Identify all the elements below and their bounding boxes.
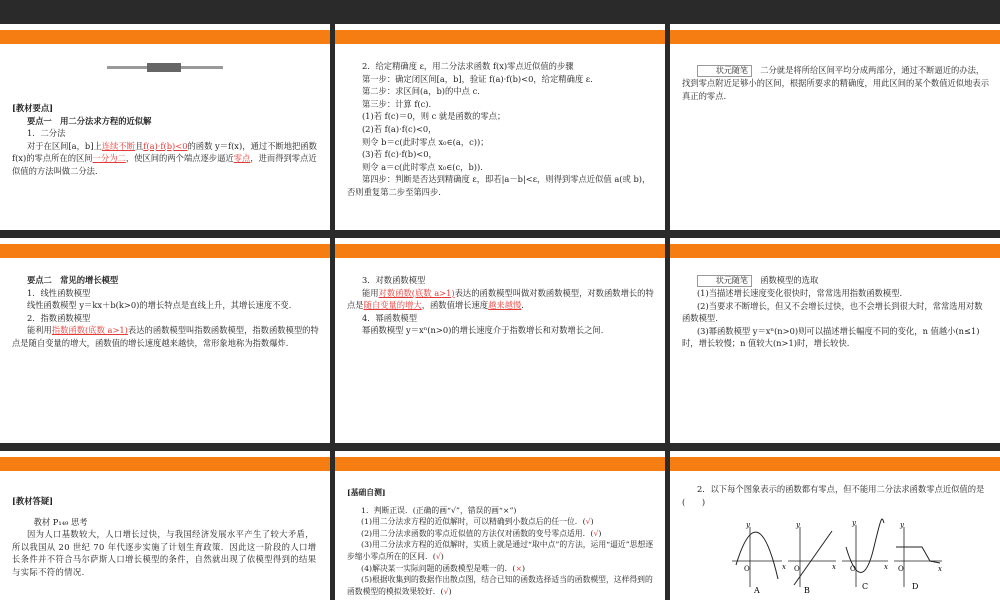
question-title: 1．判断正误．(正确的画“√”，错误的画“×”) [361,505,517,515]
judge-item-4: (4)解决某一实际问题的函数模型是唯一的．(×) [361,563,526,573]
tip-item-3: (3)幂函数模型 y＝xⁿ(n>0)则可以描述增长幅度不同的变化，n 值越小(n≤1)时，增长较慢；n 值较大(n>1)时，增长较快. [682,325,980,349]
top-bar [0,0,1000,24]
judge-item-1: (1)用二分法求方程的近似解时，可以精确到小数点后的任一位．(√) [361,517,594,527]
function-graphs [670,517,1000,597]
step-3: 第三步：计算 f(c). [361,98,432,109]
svg-text:y: y [852,519,856,527]
svg-text:x: x [782,563,786,571]
graph-b [788,521,836,595]
judge-item-5: (5)根据收集到的数据作出散点图，结合已知的函数选择适当的函数模型，这样得到的函数模型的模拟效果较好．(√) [347,575,653,596]
slide-header-bar [335,457,665,471]
svg-text:x: x [832,563,836,571]
svg-text:y: y [796,521,800,529]
slide-header-bar [670,30,1000,44]
tip-title: 状元随笔 函数模型的选取 [682,274,990,287]
graph-b-label: B [804,586,810,595]
slide-7[interactable] [0,451,330,600]
judge-item-2: (2)用二分法求函数的零点近似值的方法仅对函数的变号零点适用．(√) [361,528,602,538]
subheading: 1．二分法 [26,128,66,139]
section-title: [基础自测] [347,488,386,497]
slide-header-bar [335,30,665,44]
definition-text: 对于在区间[a，b]上连续不断且f(a)·f(b)<0的函数 y＝f(x)，通过不断地把函数 f(x)的零点所在的区间一分为二，使区间的两个端点逐步逼近零点，进而得到零点近似值的方法叫做二分法. [12,140,317,176]
slide-header-bar [670,244,1000,258]
section-title: [教材要点] [12,103,54,113]
step-1: 第一步：确定闭区间[a，b]，验证 f(a)·f(b)<0，给定精确度 ε. [361,73,593,84]
linear-model-text: 线性函数模型 y＝kx＋b(k>0)的增长特点是直线上升，其增长速度不变. [26,300,292,311]
graph-a-label: A [754,586,760,595]
tip-item-1: (1)当描述增长速度变化很快时，常常选用指数函数模型. [696,288,903,298]
steps-title: 2．给定精确度 ε，用二分法求函数 f(x)零点近似值的步骤 [361,61,574,71]
slide-header-bar [670,457,1000,471]
slide-title-banner [107,66,223,69]
tip-tag: 状元随笔 [697,65,752,77]
graph-d [894,521,942,591]
svg-text:y: y [900,521,904,529]
slide-5[interactable] [335,238,665,443]
case-2-action: 则令 b＝c(此时零点 x₀∈(a，c))； [361,136,489,147]
subheading: 2．指数函数模型 [26,312,91,323]
slide-1[interactable] [0,24,330,230]
section-title: [教材答疑] [12,496,54,506]
svg-text:y: y [746,521,750,529]
slide-header-bar [0,457,330,471]
slide-6[interactable] [670,238,1000,443]
exponential-model-text: 能利用指数函数(底数 a>1)表达的函数模型叫指数函数模型，指数函数模型的特点是随自变量的增大，函数值的增长速度越来越快，常形象地称为指数爆炸. [12,325,319,348]
svg-text:O: O [744,565,750,573]
point-title: 要点一 用二分法求方程的近似解 [26,115,152,126]
tip-text: 状元随笔 二分就是将所给区间平均分成两部分，通过不断逼近的办法，找到零点附近足够小的区间，根据所要求的精确度，用此区间的某个数值近似地表示真正的零点. [682,65,989,101]
step-4: 第四步：判断是否达到精确度 ε，即若|a－b|<ε，则得到零点近似值 a(或 b)，否则重复第二步至第四步. [347,174,651,197]
log-model-text: 能用对数函数(底数 a>1)表达的函数模型叫做对数函数模型，对数函数增长的特点是随自变量的增大，函数值增长速度越来越慢. [347,287,654,311]
question-text: 2．以下每个图象表示的函数都有零点，但不能用二分法求函数零点近似值的是( ) [682,484,985,507]
graph-d-label: D [912,582,919,591]
subheading: 教材 P₁₄₉ 思考 [33,516,88,527]
subheading: 1．线性函数模型 [26,287,91,298]
slide-8[interactable] [335,451,665,600]
judge-item-3: (3)用二分法求方程的近似解时，实质上就是通过“取中点”的方法，运用“逼近”思想逐步缩小零点所在的区间．(√) [347,540,654,561]
subheading: 4．幂函数模型 [361,312,417,323]
slide-3[interactable] [670,24,1000,230]
answer-text: 因为人口基数较大，人口增长过快，与我国经济发展水平产生了较大矛盾，所以我国从 20 世纪 70 年代逐步实施了计划生育政策．因此这一阶段的人口增长条件并不符合马尔萨斯人口增长模型的条件，自然就出现了依模型得到的结果与实际不符的情况. [12,529,317,577]
subheading: 3．对数函数模型 [361,275,426,285]
power-model-text: 幂函数模型 y＝xⁿ(n>0)的增长速度介于指数增长和对数增长之间. [361,325,604,336]
slide-header-bar [0,30,330,44]
slide-4[interactable] [0,238,330,443]
slide-grid [0,24,1000,600]
case-2: (2)若 f(a)·f(c)<0， [361,123,437,134]
svg-text:O: O [898,565,904,573]
slide-header-bar [0,244,330,258]
graph-c [842,519,888,591]
svg-text:O: O [850,565,856,573]
tip-tag: 状元随笔 [697,275,752,287]
case-3-action: 则令 a＝c(此时零点 x₀∈(c，b)). [361,161,483,172]
svg-text:x: x [938,565,942,573]
case-3: (3)若 f(c)·f(b)<0， [361,149,437,160]
case-1: (1)若 f(c)＝0，则 c 就是函数的零点； [361,111,506,122]
svg-text:O: O [794,565,800,573]
slide-9[interactable] [670,451,1000,600]
tip-item-2: (2)当要求不断增长，但又不会增长过快，也不会增长到很大时，常常选用对数函数模型. [682,300,983,324]
svg-text:x: x [884,563,888,571]
slide-2[interactable] [335,24,665,230]
step-2: 第二步：求区间(a，b)的中点 c. [361,86,480,97]
graph-c-label: C [862,582,869,591]
point-title: 要点二 常见的增长模型 [26,275,119,285]
graph-a [732,521,786,595]
slide-header-bar [335,244,665,258]
